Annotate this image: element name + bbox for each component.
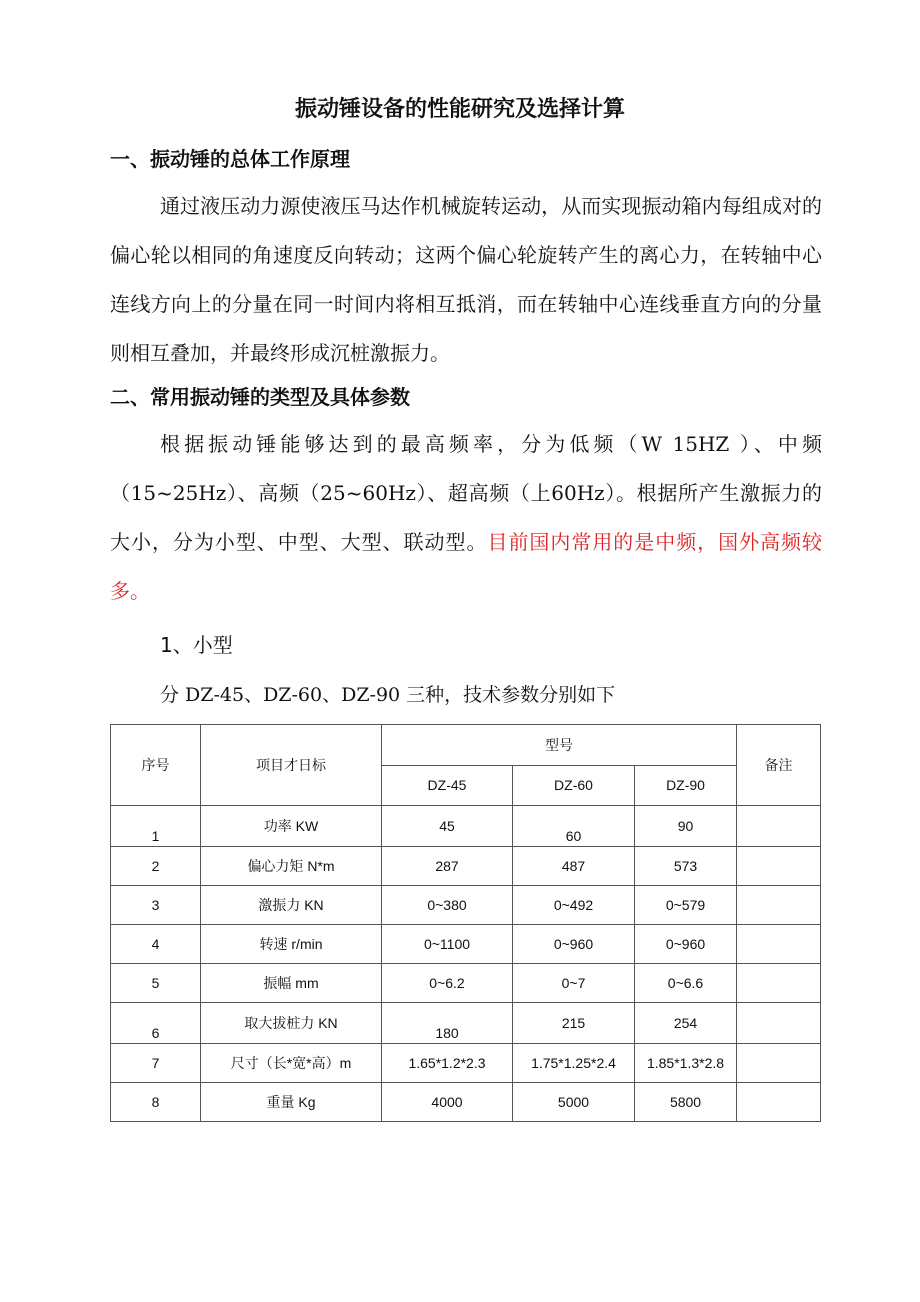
row-item: 重量 Kg [201, 1083, 382, 1122]
spec-table [110, 724, 821, 1122]
row-remark [737, 847, 821, 886]
row-item: 偏心力矩 N*m [201, 847, 382, 886]
section-2-paragraph [110, 420, 822, 616]
header-model-dz45: DZ-45 [382, 765, 513, 806]
row-item: 取大拔桩力 KN [201, 1003, 382, 1044]
row-item: 转速 r/min [201, 925, 382, 964]
row-value-dz45: 0~1100 [382, 925, 513, 964]
row-remark [737, 1003, 821, 1044]
table-row [111, 1083, 821, 1122]
row-value-dz60: 0~492 [513, 886, 635, 925]
row-seq: 5 [111, 964, 201, 1003]
row-seq: 7 [111, 1044, 201, 1083]
row-item: 尺寸（长*宽*高）m [201, 1044, 382, 1083]
row-value-dz90: 254 [635, 1003, 737, 1044]
row-value-dz60: 60 [513, 806, 635, 847]
row-remark [737, 806, 821, 847]
table-header-row [111, 725, 821, 766]
row-value-dz90: 0~579 [635, 886, 737, 925]
row-value-dz45: 180 [382, 1003, 513, 1044]
row-remark [737, 886, 821, 925]
row-value-dz45: 1.65*1.2*2.3 [382, 1044, 513, 1083]
table-row [111, 964, 821, 1003]
table-row [111, 806, 821, 847]
header-model-dz60: DZ-60 [513, 765, 635, 806]
header-item: 项目才日标 [201, 725, 382, 806]
header-model-group: 型号 [382, 725, 737, 766]
row-value-dz90: 0~6.6 [635, 964, 737, 1003]
document-title: 振动锤设备的性能研究及选择计算 [294, 97, 625, 122]
row-value-dz45: 0~6.2 [382, 964, 513, 1003]
row-seq: 3 [111, 886, 201, 925]
row-remark [737, 1083, 821, 1122]
row-item: 功率 KW [201, 806, 382, 847]
section-2-heading: 二、常用振动锤的类型及具体参数 [110, 385, 410, 409]
header-seq: 序号 [111, 725, 201, 806]
row-value-dz60: 0~960 [513, 925, 635, 964]
row-seq: 2 [111, 847, 201, 886]
table-row [111, 925, 821, 964]
subsection-1-heading: 1、小型 [160, 633, 233, 657]
row-seq: 1 [111, 806, 201, 847]
header-model-dz90: DZ-90 [635, 765, 737, 806]
row-remark [737, 964, 821, 1003]
row-seq: 4 [111, 925, 201, 964]
table-row [111, 1003, 821, 1044]
row-value-dz60: 1.75*1.25*2.4 [513, 1044, 635, 1083]
row-seq: 6 [111, 1003, 201, 1044]
row-value-dz90: 90 [635, 806, 737, 847]
row-value-dz60: 0~7 [513, 964, 635, 1003]
row-value-dz45: 0~380 [382, 886, 513, 925]
row-seq: 8 [111, 1083, 201, 1122]
subsection-1-intro: 分 DZ-45、DZ-60、DZ-90 三种，技术参数分别如下 [160, 684, 616, 706]
section-1-paragraph: 通过液压动力源使液压马达作机械旋转运动，从而实现振动箱内每组成对的偏心轮以相同的角速度反向转动；这两个偏心轮旋转产生的离心力，在转轴中心连线方向上的分量在同一时间内将相互抵消，而在转轴中心连线垂直方向的分量则相互叠加，并最终形成沉桩激振力。 [110, 194, 822, 365]
header-remark: 备注 [737, 725, 821, 806]
section-1-heading: 一、振动锤的总体工作原理 [110, 147, 350, 171]
row-value-dz45: 45 [382, 806, 513, 847]
row-remark [737, 1044, 821, 1083]
table-row [111, 886, 821, 925]
row-value-dz45: 4000 [382, 1083, 513, 1122]
row-value-dz90: 1.85*1.3*2.8 [635, 1044, 737, 1083]
row-item: 激振力 KN [201, 886, 382, 925]
table-row [111, 1044, 821, 1083]
row-value-dz45: 287 [382, 847, 513, 886]
row-value-dz60: 5000 [513, 1083, 635, 1122]
row-value-dz90: 0~960 [635, 925, 737, 964]
section-2-highlight-text: 目前国内常用的是中频，国外高频较多。 [110, 530, 823, 603]
table-row [111, 847, 821, 886]
section-2-paragraph-text: 根据振动锤能够达到的最高频率，分为低频（W 15HZ ）、中频 （15~25Hz）、高频（25~60Hz）、超高频（上60Hz）。根据所产生激振力的大小，分为小型、中型、大型、联动型。 [110, 432, 822, 554]
row-remark [737, 925, 821, 964]
row-value-dz90: 573 [635, 847, 737, 886]
row-value-dz60: 215 [513, 1003, 635, 1044]
row-value-dz90: 5800 [635, 1083, 737, 1122]
row-value-dz60: 487 [513, 847, 635, 886]
row-item: 振幅 mm [201, 964, 382, 1003]
